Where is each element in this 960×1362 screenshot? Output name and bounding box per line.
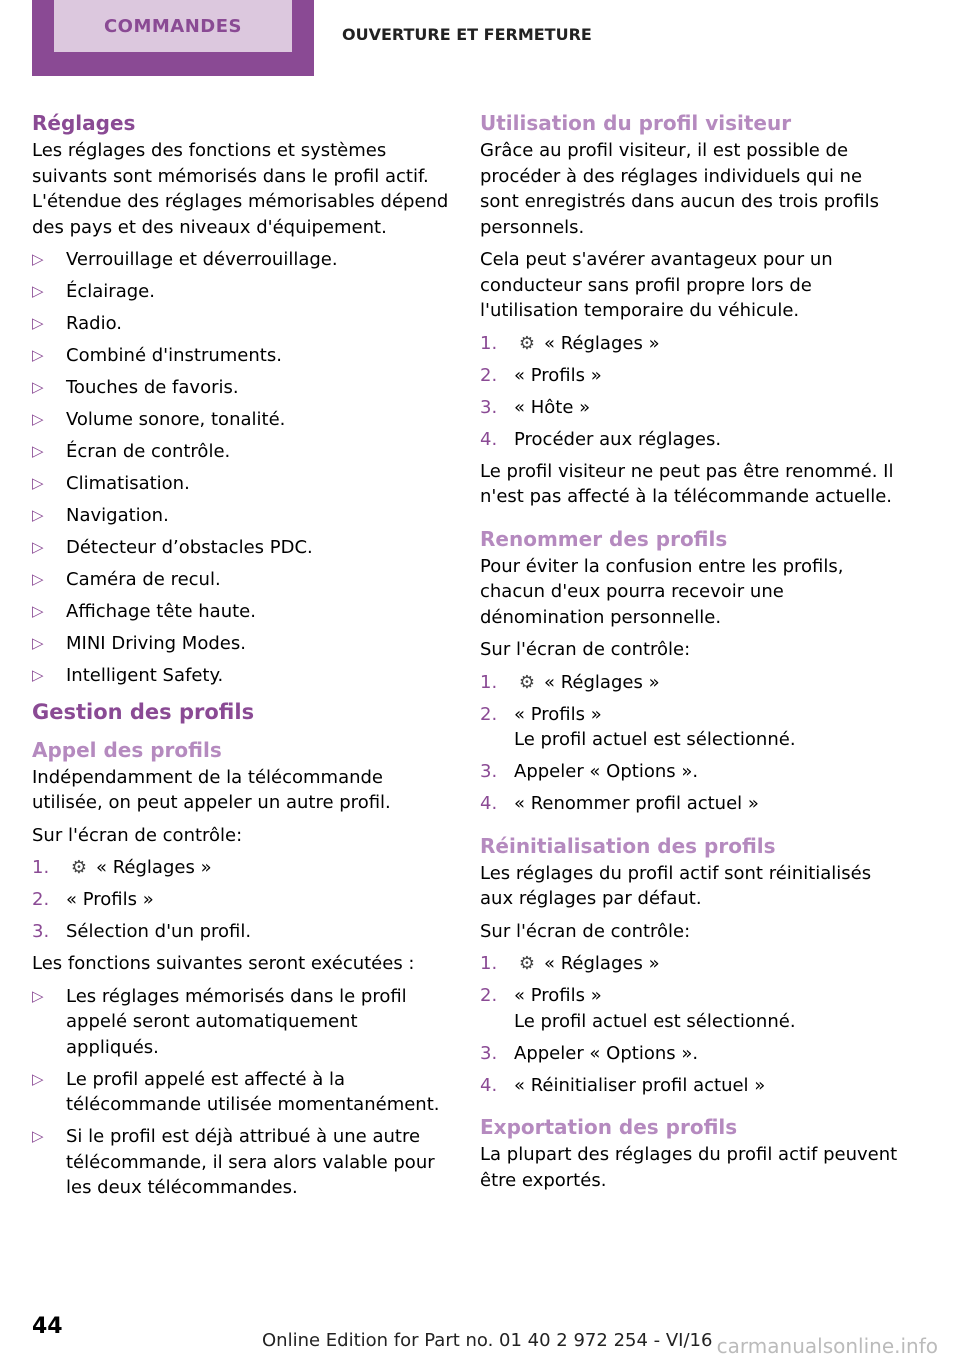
list-item: ▷ Éclairage. bbox=[32, 279, 452, 305]
step-item: 2. « Profils » Le profil actuel est sélectionné. bbox=[480, 702, 900, 753]
step-item: 3. Appeler « Options ». bbox=[480, 1042, 699, 1064]
bullet-icon: ▷ bbox=[32, 346, 44, 364]
edition-footer: Online Edition for Part no. 01 40 2 972 254 - VI/16 bbox=[262, 1330, 713, 1351]
step-item: 1. ⚙ « Réglages » bbox=[32, 855, 452, 881]
renommer-screen-label: Sur l'écran de contrôle: bbox=[480, 639, 691, 660]
bullet-icon: ▷ bbox=[32, 474, 44, 492]
gear-icon: ⚙ bbox=[518, 332, 536, 354]
page-number: 44 bbox=[32, 1314, 63, 1339]
right-column bbox=[480, 108, 900, 1200]
appel-screen-label: Sur l'écran de contrôle: bbox=[32, 824, 243, 846]
left-column bbox=[32, 108, 452, 1207]
visiteur-steps bbox=[480, 331, 900, 453]
step-item: 1. ⚙ « Réglages » bbox=[480, 331, 900, 357]
reglages-list bbox=[32, 247, 452, 689]
bullet-icon: ▷ bbox=[32, 666, 44, 684]
step-item: 2. « Profils » bbox=[32, 889, 154, 910]
list-item: ▷ Touches de favoris. bbox=[32, 375, 452, 401]
step-item: 3. « Hôte » bbox=[480, 396, 591, 418]
renommer-heading: Renommer des profils bbox=[480, 526, 728, 551]
list-item: ▷ Climatisation. bbox=[32, 471, 452, 497]
list-item: ▷ Si le profil est déjà attribué à une autre télécommande, il sera alors valable pour les deux télécommandes. bbox=[32, 1126, 435, 1198]
renommer-steps bbox=[480, 670, 900, 817]
list-item: ▷ Verrouillage et déverrouillage. bbox=[32, 247, 452, 273]
step-item: 1. ⚙ « Réglages » bbox=[480, 670, 900, 696]
bullet-icon: ▷ bbox=[32, 1069, 44, 1088]
appel-functions-label: Les fonctions suivantes seront exécutées : bbox=[32, 953, 415, 974]
section-title: OUVERTURE ET FERMETURE bbox=[342, 25, 592, 44]
step-item: 2. « Profils » bbox=[480, 364, 602, 386]
gear-icon: ⚙ bbox=[518, 953, 536, 974]
list-item: ▷ Navigation. bbox=[32, 503, 452, 529]
chapter-tab-label: COMMANDES bbox=[54, 0, 292, 52]
appel-bullets bbox=[32, 984, 452, 1201]
list-item: ▷ MINI Driving Modes. bbox=[32, 631, 452, 657]
list-item: ▷ Détecteur d’obstacles PDC. bbox=[32, 535, 452, 561]
reglages-intro: Les réglages des fonctions et systèmes suivants sont mémorisés dans le profil actif. L'étendue des réglages mémorisables dépend des pays et des niveaux d'équipement. bbox=[32, 140, 449, 238]
bullet-icon: ▷ bbox=[32, 986, 44, 1005]
step-item: 3. Sélection d'un profil. bbox=[32, 921, 252, 942]
gestion-heading: Gestion des profils bbox=[32, 699, 255, 724]
export-intro: La plupart des réglages du profil actif peuvent être exportés. bbox=[480, 1144, 898, 1191]
list-item: ▷ Combiné d'instruments. bbox=[32, 343, 452, 369]
reinit-steps bbox=[480, 951, 900, 1098]
step-item: 3. Appeler « Options ». bbox=[480, 761, 699, 782]
renommer-intro: Pour éviter la confusion entre les profils, chacun d'eux pourra recevoir une dénomination personnelle. bbox=[480, 555, 844, 628]
gear-icon: ⚙ bbox=[70, 857, 88, 878]
step-item: 4. Procéder aux réglages. bbox=[480, 428, 722, 450]
visiteur-paragraph-2: Cela peut s'avérer avantageux pour un conducteur sans profil propre lors de l'utilisation temporaire du véhicule. bbox=[480, 249, 833, 321]
bullet-icon: ▷ bbox=[32, 282, 44, 300]
bullet-icon: ▷ bbox=[32, 602, 44, 620]
bullet-icon: ▷ bbox=[32, 378, 44, 396]
step-item: 4. « Renommer profil actuel » bbox=[480, 793, 759, 814]
visiteur-note: Le profil visiteur ne peut pas être renommé. Il n'est pas affecté à la télécommande actuelle. bbox=[480, 460, 894, 507]
reinit-intro: Les réglages du profil actif sont réinitialisés aux réglages par défaut. bbox=[480, 862, 872, 909]
list-item: ▷ Volume sonore, tonalité. bbox=[32, 407, 452, 433]
visiteur-heading: Utilisation du profil visiteur bbox=[480, 111, 792, 135]
export-heading: Exportation des profils bbox=[480, 1115, 738, 1139]
bullet-icon: ▷ bbox=[32, 314, 44, 332]
step-note: Le profil actuel est sélectionné. bbox=[514, 729, 796, 750]
list-item: ▷ Caméra de recul. bbox=[32, 567, 452, 593]
appel-intro: Indépendamment de la télécommande utilisée, on peut appeler un autre profil. bbox=[32, 766, 391, 813]
visiteur-paragraph-1: Grâce au profil visiteur, il est possible de procéder à des réglages individuels qui ne sont enregistrés dans aucun des trois profils personnels. bbox=[480, 140, 879, 238]
bullet-icon: ▷ bbox=[32, 570, 44, 588]
watermark: carmanualsonline.info bbox=[716, 1334, 938, 1358]
step-item: 2. « Profils » Le profil actuel est sélectionné. bbox=[480, 983, 900, 1034]
reinit-heading: Réinitialisation des profils bbox=[480, 833, 776, 858]
list-item: ▷ Intelligent Safety. bbox=[32, 663, 452, 689]
list-item: ▷ Radio. bbox=[32, 311, 452, 337]
bullet-icon: ▷ bbox=[32, 442, 44, 460]
bullet-icon: ▷ bbox=[32, 1127, 44, 1145]
appel-steps bbox=[32, 855, 452, 945]
gear-icon: ⚙ bbox=[518, 671, 536, 693]
step-item: 1. ⚙ « Réglages » bbox=[480, 951, 900, 977]
step-note: Le profil actuel est sélectionné. bbox=[514, 1010, 796, 1032]
appel-heading: Appel des profils bbox=[32, 737, 222, 762]
bullet-icon: ▷ bbox=[32, 250, 44, 268]
list-item: ▷ Écran de contrôle. bbox=[32, 439, 452, 465]
bullet-icon: ▷ bbox=[32, 634, 44, 652]
bullet-icon: ▷ bbox=[32, 410, 44, 428]
bullet-icon: ▷ bbox=[32, 506, 44, 524]
reinit-screen-label: Sur l'écran de contrôle: bbox=[480, 920, 691, 942]
list-item: ▷ Affichage tête haute. bbox=[32, 599, 452, 625]
chapter-tab bbox=[32, 0, 314, 76]
list-item: ▷ Les réglages mémorisés dans le profil appelé seront automatiquement appliqués. bbox=[32, 985, 407, 1058]
reglages-heading: Réglages bbox=[32, 111, 136, 135]
bullet-icon: ▷ bbox=[32, 538, 44, 556]
step-item: 4. « Réinitialiser profil actuel » bbox=[480, 1074, 766, 1096]
list-item: ▷ Le profil appelé est affecté à la télécommande utilisée momentanément. bbox=[32, 1068, 440, 1115]
